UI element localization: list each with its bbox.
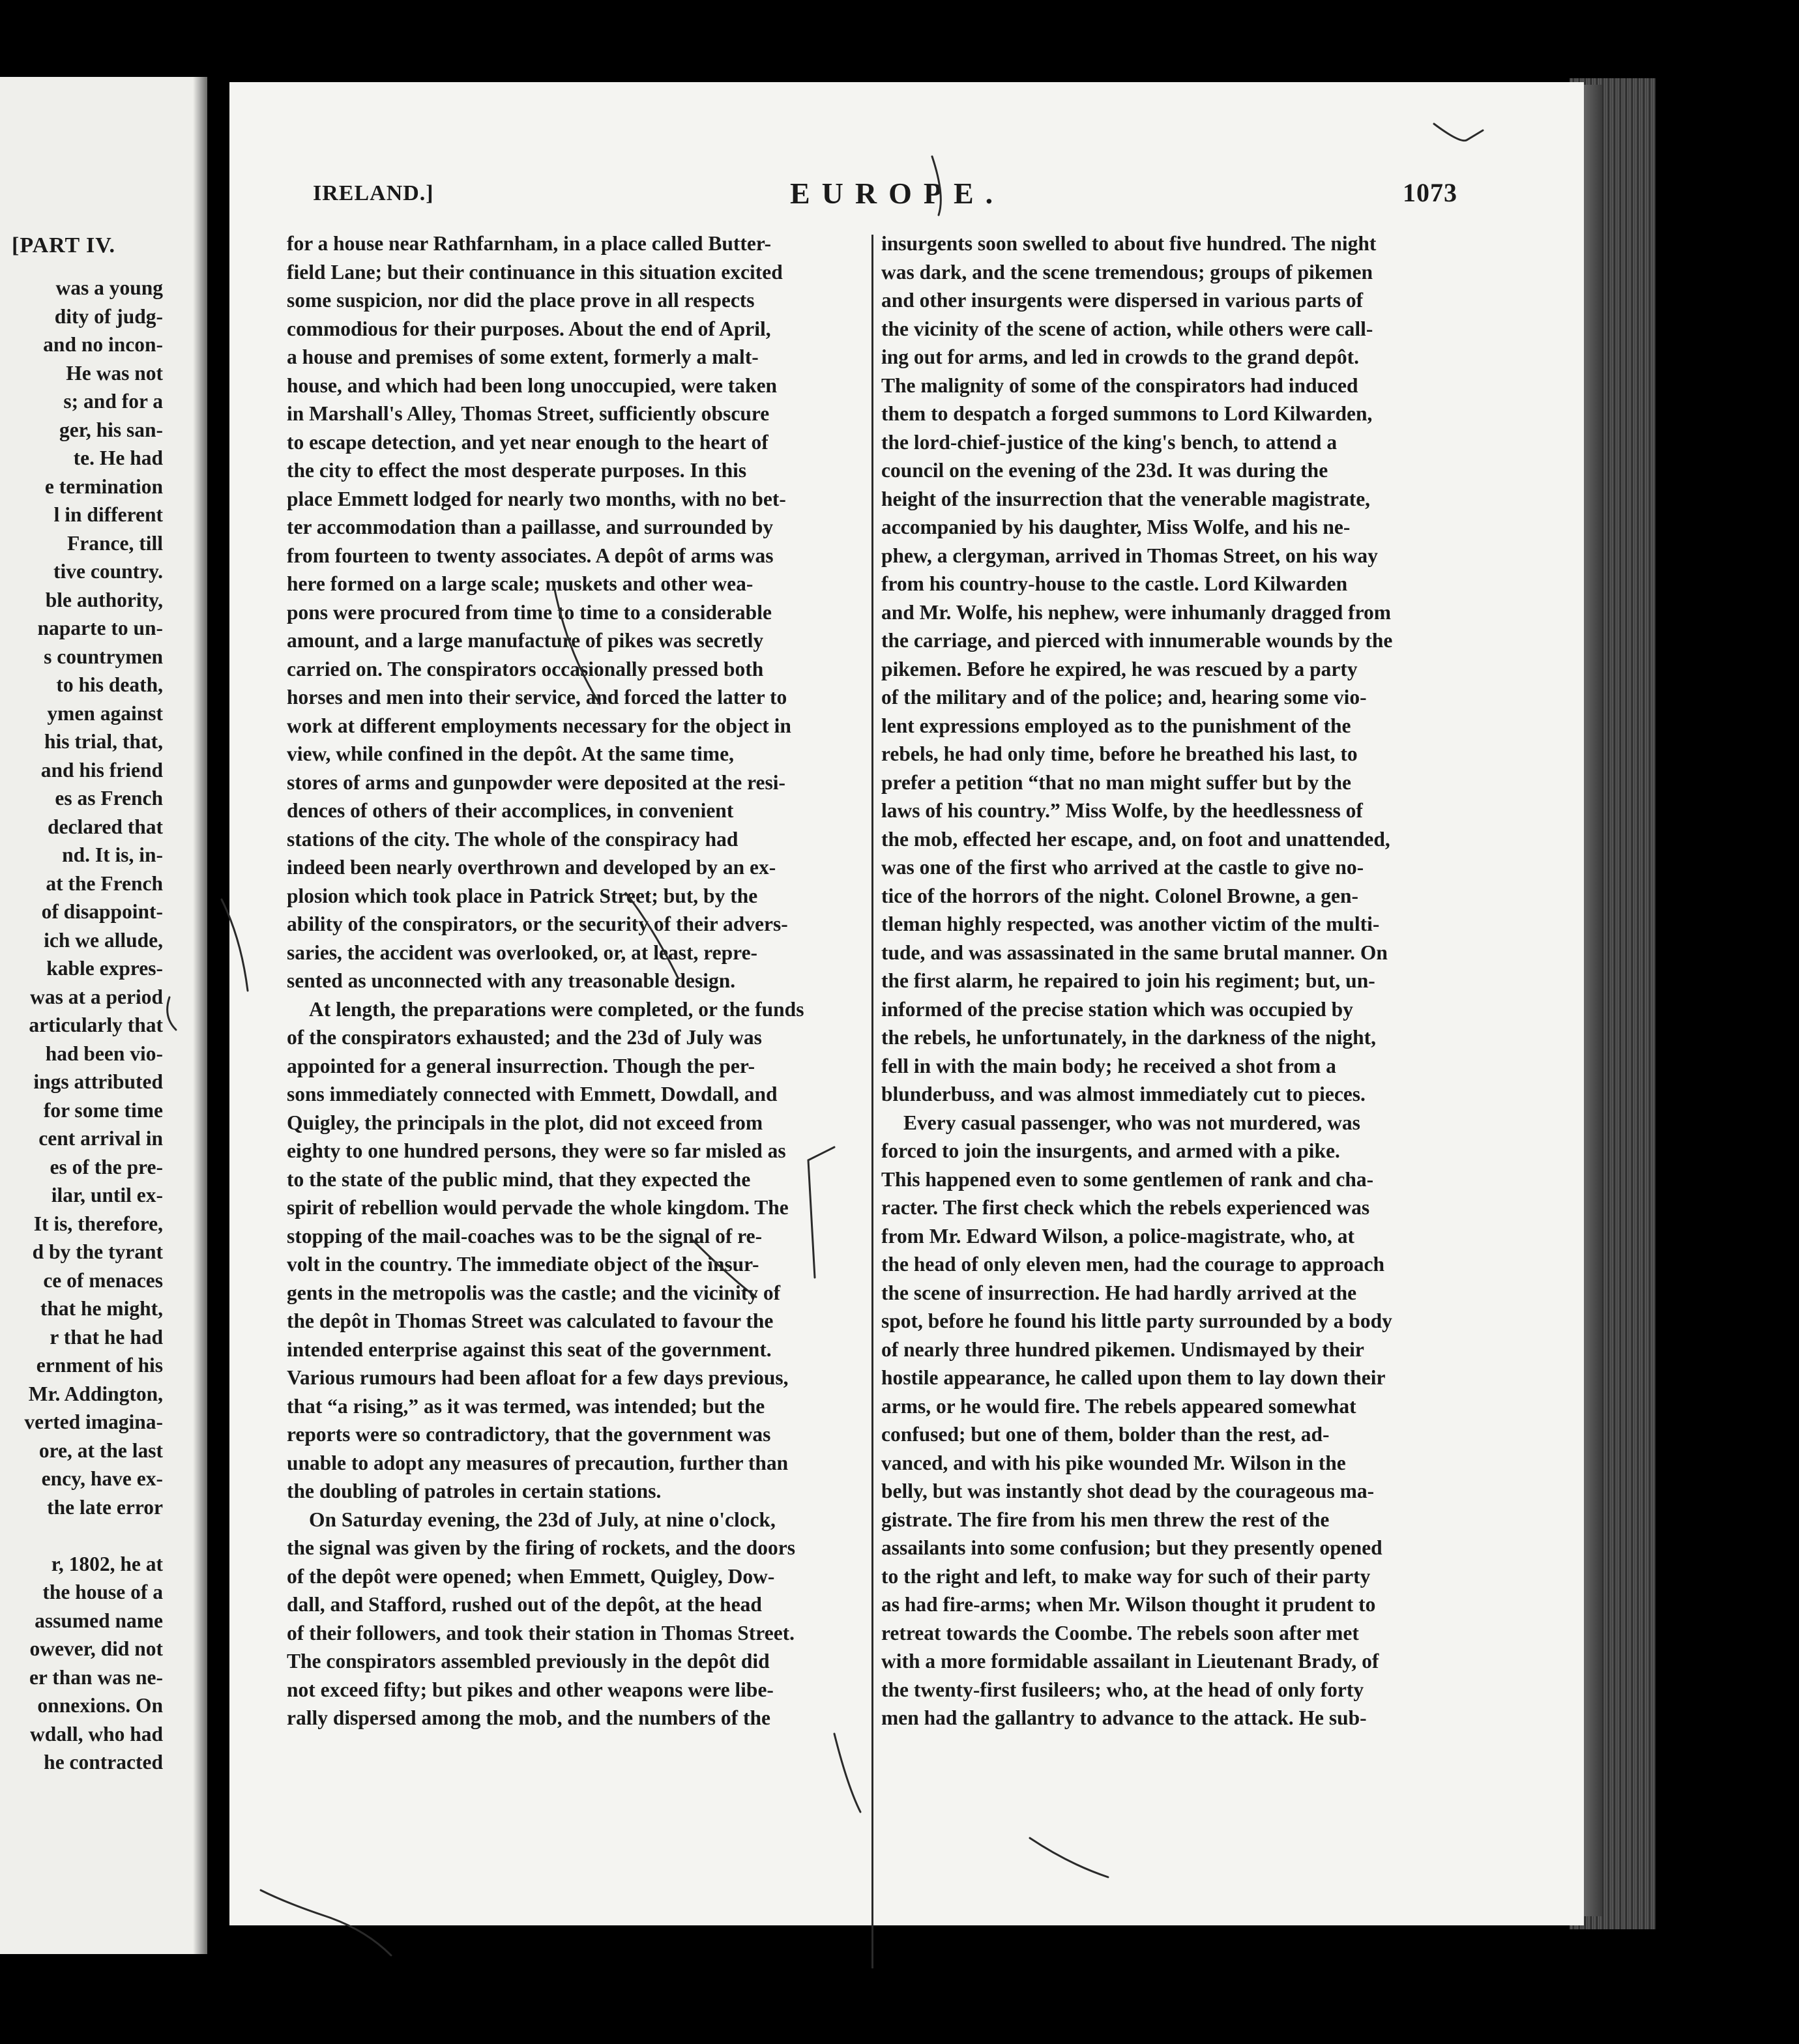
text-line: height of the insurrection that the venerable magistrate,: [881, 487, 1371, 510]
text-line: was dark, and the scene tremendous; groups of pikemen: [881, 260, 1373, 284]
text-line: dences of others of their accomplices, in convenient: [287, 799, 734, 822]
text-line: horses and men into their service, and forced the latter to: [287, 686, 787, 708]
text-line: stores of arms and gunpowder were deposited at the resi-: [287, 770, 786, 794]
left-page: [0, 77, 207, 1954]
left-text-line: at the French: [46, 871, 163, 895]
text-line: tude, and was assassinated in the same brutal manner. On: [881, 941, 1388, 964]
page-number: 1073: [1403, 178, 1457, 207]
left-text-line: to his death,: [56, 673, 163, 696]
text-line: the head of only eleven men, had the courage to approach: [881, 1253, 1385, 1276]
left-text-line: that he might,: [40, 1297, 163, 1320]
text-line: racter. The first check which the rebels experienced was: [881, 1196, 1370, 1219]
text-line: indeed been nearly overthrown and developed by an ex-: [287, 856, 776, 879]
text-line: the city to effect the most desperate purposes. In this: [287, 459, 747, 482]
text-line: spot, before he found his little party surrounded by a body: [881, 1309, 1392, 1332]
text-line: forced to join the insurgents, and armed with a pike.: [881, 1139, 1340, 1162]
text-line: the carriage, and pierced with innumerable wounds by the: [881, 629, 1393, 652]
text-line: gistrate. The fire from his men threw the rest of the: [881, 1508, 1330, 1531]
text-line: amount, and a large manufacture of pikes was secretly: [287, 629, 764, 652]
text-line: reports were so contradictory, that the government was: [287, 1423, 771, 1446]
text-line: retreat towards the Coombe. The rebels soon after met: [881, 1621, 1359, 1644]
left-text-line: tive country.: [53, 560, 163, 583]
left-text-line: ich we allude,: [44, 928, 163, 952]
text-line: fell in with the main body; he received a shot from a: [881, 1054, 1336, 1077]
left-text-line: d by the tyrant: [32, 1240, 163, 1263]
left-text-line: wdall, who had: [30, 1722, 163, 1745]
text-line: ing out for arms, and led in crowds to the grand depôt.: [881, 345, 1360, 368]
text-line: house, and which had been long unoccupied, were taken: [287, 373, 778, 397]
text-line: phew, a clergyman, arrived in Thomas Street, on his way: [881, 544, 1378, 567]
text-line: the depôt in Thomas Street was calculated to favour the: [287, 1309, 774, 1332]
left-text-line: He was not: [66, 361, 163, 385]
text-line: On Saturday evening, the 23d of July, at nine o'clock,: [309, 1508, 776, 1531]
text-line: dall, and Stafford, rushed out of the depôt, at the head: [287, 1593, 762, 1616]
text-line: to the state of the public mind, that they expected the: [287, 1167, 751, 1191]
text-line: of the conspirators exhausted; and the 23d of July was: [287, 1026, 762, 1049]
text-line: hostile appearance, he called upon them to lay down their: [881, 1366, 1386, 1389]
text-line: here formed on a large scale; muskets and other wea-: [287, 572, 753, 595]
left-text-line: es as French: [55, 787, 163, 810]
text-line: saries, the accident was overlooked, or, at least, repre-: [287, 941, 758, 964]
text-line: Various rumours had been afloat for a few days previous,: [287, 1366, 789, 1389]
left-text-line: naparte to un-: [37, 617, 163, 639]
left-page-header: [PART IV.: [12, 233, 115, 257]
gutter-shadow: [193, 77, 207, 1954]
text-line: The conspirators assembled previously in the depôt did: [287, 1650, 770, 1672]
text-line: assailants into some confusion; but they presently opened: [881, 1536, 1382, 1559]
left-text-line: ings attributed: [33, 1070, 163, 1093]
text-line: that “a rising,” as it was termed, was intended; but the: [287, 1394, 765, 1418]
text-line: the rebels, he unfortunately, in the darkness of the night,: [881, 1026, 1376, 1049]
text-line: laws of his country.” Miss Wolfe, by the heedlessness of: [881, 799, 1363, 822]
text-line: intended enterprise against this seat of the government.: [287, 1337, 772, 1361]
left-text-line: ency, have ex-: [41, 1467, 163, 1490]
left-text-line: es of the pre-: [50, 1155, 163, 1178]
text-line: blunderbuss, and was almost immediately cut to pieces.: [881, 1083, 1366, 1105]
text-line: to the right and left, to make way for such of their party: [881, 1564, 1371, 1588]
left-text-line: cent arrival in: [38, 1127, 163, 1150]
left-text-line: and his friend: [40, 758, 163, 781]
text-line: unable to adopt any measures of precaution, further than: [287, 1451, 789, 1474]
left-text-line: was a young: [55, 276, 163, 299]
text-line: to escape detection, and yet near enough to the heart of: [287, 430, 768, 454]
text-line: and other insurgents were dispersed in various parts of: [881, 289, 1364, 312]
left-text-line: had been vio-: [45, 1042, 163, 1065]
left-text-line: ymen against: [47, 701, 163, 725]
text-line: belly, but was instantly shot dead by the courageous ma-: [881, 1480, 1375, 1502]
text-line: a house and premises of some extent, formerly a malt-: [287, 345, 759, 368]
text-line: men had the gallantry to advance to the attack. He sub-: [881, 1706, 1367, 1729]
left-text-line: of disappoint-: [41, 900, 163, 923]
text-line: and Mr. Wolfe, his nephew, were inhumanly dragged from: [881, 600, 1392, 624]
left-text-line: the late error: [47, 1495, 163, 1519]
text-line: the twenty-first fusileers; who, at the head of only forty: [881, 1678, 1364, 1701]
text-line: The malignity of some of the conspirators had induced: [881, 373, 1358, 397]
text-line: This happened even to some gentlemen of rank and cha-: [881, 1167, 1374, 1191]
left-text-line: he contracted: [44, 1751, 163, 1774]
text-line: sons immediately connected with Emmett, Dowdall, and: [287, 1083, 778, 1105]
text-line: from fourteen to twenty associates. A depôt of arms was: [287, 544, 774, 567]
left-page-text: [0, 274, 163, 1777]
text-line: as had fire-arms; when Mr. Wilson thought it prudent to: [881, 1593, 1376, 1616]
text-line: in Marshall's Alley, Thomas Street, sufficiently obscure: [287, 402, 770, 425]
text-line: prefer a petition “that no man might suffer but by the: [881, 770, 1352, 794]
text-line: not exceed fifty; but pikes and other weapons were libe-: [287, 1678, 774, 1701]
text-line: ter accommodation than a paillasse, and surrounded by: [287, 516, 774, 538]
text-line: the scene of insurrection. He had hardly arrived at the: [881, 1281, 1357, 1304]
text-line: the signal was given by the firing of rockets, and the doors: [287, 1536, 795, 1559]
text-line: view, while confined in the depôt. At the same time,: [287, 742, 734, 765]
left-text-line: kable expres-: [46, 957, 163, 980]
text-line: appointed for a general insurrection. Though the per-: [287, 1054, 755, 1077]
text-line: the doubling of patroles in certain stations.: [287, 1480, 662, 1502]
left-text-line: owever, did not: [29, 1637, 163, 1660]
left-text-line: and no incon-: [43, 333, 163, 356]
text-line: Quigley, the principals in the plot, did not exceed from: [287, 1111, 763, 1134]
text-line: of the military and of the police; and, hearing some vio-: [881, 686, 1367, 708]
text-line: ability of the conspirators, or the security of their advers-: [287, 912, 788, 935]
text-line: the mob, effected her escape, and, on foot and unattended,: [881, 827, 1390, 851]
text-line: the lord-chief-justice of the king's bench, to attend a: [881, 430, 1338, 454]
left-text-line: the house of a: [42, 1581, 163, 1603]
left-text-line: ilar, until ex-: [51, 1184, 163, 1206]
left-text-line: s countrymen: [44, 645, 163, 668]
left-text-line: Mr. Addington,: [28, 1382, 163, 1405]
left-text-line: l in different: [53, 503, 163, 526]
text-line: stopping of the mail-coaches was to be the signal of re-: [287, 1224, 763, 1248]
left-text-line: ce of menaces: [43, 1268, 163, 1292]
text-line: insurgents soon swelled to about five hundred. The night: [881, 232, 1377, 255]
text-line: the first alarm, he repaired to join his regiment; but, un-: [881, 969, 1375, 992]
left-text-line: dity of judg-: [54, 304, 163, 328]
text-line: rebels, he had only time, before he breathed his last, to: [881, 742, 1358, 765]
left-text-line: articularly that: [29, 1014, 163, 1036]
left-text-line: e termination: [44, 474, 163, 498]
text-line: the vicinity of the scene of action, while others were call-: [881, 317, 1373, 340]
text-line: from Mr. Edward Wilson, a police-magistrate, who, at: [881, 1224, 1354, 1248]
text-line: carried on. The conspirators occasionally pressed both: [287, 657, 764, 680]
text-column-1: [287, 229, 859, 1732]
left-text-line: [0, 1521, 163, 1550]
left-text-line: te. He had: [73, 446, 163, 469]
left-text-line: onnexions. On: [37, 1694, 163, 1717]
left-text-line: ger, his san-: [59, 418, 163, 441]
text-line: of the depôt were opened; when Emmett, Quigley, Dow-: [287, 1564, 775, 1588]
text-line: pons were procured from time to time to a considerable: [287, 600, 772, 624]
left-text-line: declared that: [47, 815, 163, 838]
text-line: gents in the metropolis was the castle; and the vicinity of: [287, 1281, 781, 1304]
text-line: sented as unconnected with any treasonable design.: [287, 969, 736, 992]
left-text-line: assumed name: [35, 1609, 163, 1632]
left-text-line: er than was ne-: [29, 1665, 163, 1689]
text-line: lent expressions employed as to the punishment of the: [881, 714, 1351, 737]
text-line: some suspicion, nor did the place prove in all respects: [287, 289, 755, 312]
text-line: work at different employments necessary for the object in: [287, 714, 791, 737]
text-line: for a house near Rathfarnham, in a place called Butter-: [287, 232, 772, 255]
text-line: council on the evening of the 23d. It was during the: [881, 459, 1328, 482]
text-line: of their followers, and took their station in Thomas Street.: [287, 1621, 795, 1644]
left-text-line: his trial, that,: [44, 730, 163, 753]
text-line: place Emmett lodged for nearly two months, with no bet-: [287, 487, 786, 510]
text-line: was one of the first who arrived at the castle to give no-: [881, 856, 1364, 879]
text-line: arms, or he would fire. The rebels appeared somewhat: [881, 1394, 1356, 1418]
text-line: tice of the horrors of the night. Colonel Browne, a gen-: [881, 884, 1359, 907]
left-text-line: France, till: [67, 531, 163, 555]
text-line: stations of the city. The whole of the conspiracy had: [287, 827, 739, 851]
text-line: from his country-house to the castle. Lord Kilwarden: [881, 572, 1348, 595]
text-line: rally dispersed among the mob, and the numbers of the: [287, 1706, 771, 1729]
text-line: spirit of rebellion would pervade the whole kingdom. The: [287, 1196, 789, 1219]
text-column-2: [881, 229, 1456, 1732]
text-line: plosion which took place in Patrick Street; but, by the: [287, 884, 758, 907]
column-divider: [871, 235, 873, 1968]
left-text-line: r, 1802, he at: [51, 1552, 163, 1575]
running-head-section: IRELAND.]: [313, 181, 434, 205]
text-line: pikemen. Before he expired, he was rescued by a party: [881, 657, 1358, 680]
left-text-line: verted imagina-: [24, 1410, 163, 1433]
text-line: them to despatch a forged summons to Lord Kilwarden,: [881, 402, 1373, 425]
text-line: eighty to one hundred persons, they were so far misled as: [287, 1139, 786, 1162]
text-line: accompanied by his daughter, Miss Wolfe, and his ne-: [881, 516, 1351, 538]
left-text-line: nd. It is, in-: [62, 843, 163, 866]
text-line: of nearly three hundred pikemen. Undismayed by their: [881, 1337, 1364, 1361]
text-line: with a more formidable assailant in Lieutenant Brady, of: [881, 1650, 1379, 1672]
left-text-line: ble authority,: [45, 588, 163, 611]
text-line: Every casual passenger, who was not murdered, was: [903, 1111, 1360, 1134]
left-text-line: was at a period: [30, 985, 163, 1008]
text-line: At length, the preparations were completed, or the funds: [309, 997, 804, 1021]
text-line: informed of the precise station which was occupied by: [881, 997, 1353, 1021]
text-line: vanced, and with his pike wounded Mr. Wilson in the: [881, 1451, 1346, 1474]
text-line: tleman highly respected, was another victim of the multi-: [881, 912, 1380, 935]
left-text-line: s; and for a: [63, 390, 163, 413]
left-text-line: It is, therefore,: [33, 1212, 163, 1235]
text-line: confused; but one of them, bolder than the rest, ad-: [881, 1423, 1330, 1446]
left-text-line: r that he had: [50, 1325, 163, 1349]
text-line: commodious for their purposes. About the end of April,: [287, 317, 771, 340]
text-line: field Lane; but their continuance in this situation excited: [287, 260, 783, 284]
running-head-title: EUROPE.: [790, 177, 1005, 210]
left-text-line: ernment of his: [36, 1354, 163, 1377]
left-text-line: ore, at the last: [38, 1438, 163, 1462]
text-line: volt in the country. The immediate object of the insur-: [287, 1253, 759, 1276]
left-text-line: for some time: [43, 1098, 163, 1122]
